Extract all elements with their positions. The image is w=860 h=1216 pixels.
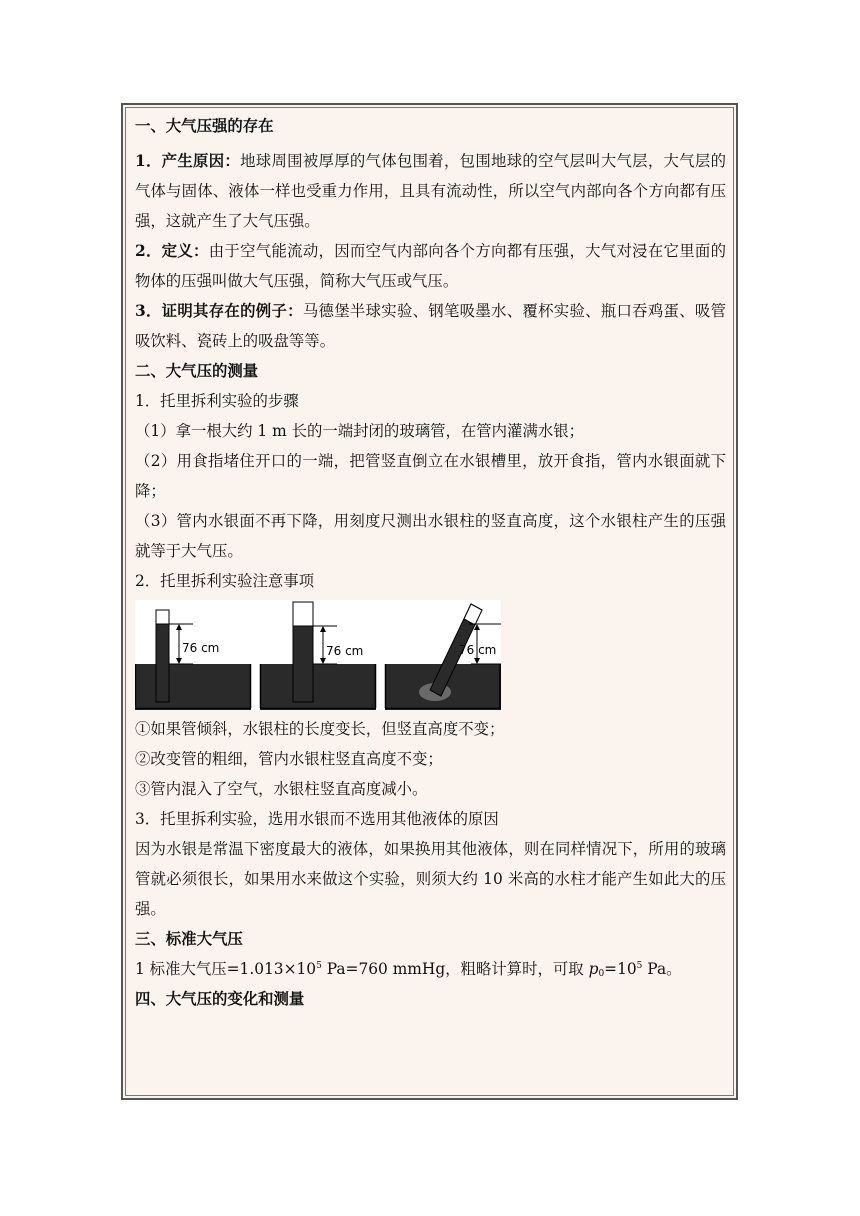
section-3-heading: 三、标准大气压 xyxy=(135,930,243,948)
definition-label: 2．定义： xyxy=(135,242,209,260)
section-2-heading: 二、大气压的测量 xyxy=(135,362,259,380)
mercury-reason-subheading: 3．托里拆利实验，选用水银而不选用其他液体的原因 xyxy=(135,810,499,828)
cause-label: 1．产生原因： xyxy=(135,152,241,170)
cause-paragraph xyxy=(135,146,726,236)
section-4-heading: 四、大气压的变化和测量 xyxy=(135,990,305,1008)
height-label-1: 76 cm xyxy=(182,641,220,655)
note-2: ②改变管的粗细，管内水银柱竖直高度不变； xyxy=(135,750,443,768)
section-1-heading: 一、大气压强的存在 xyxy=(135,117,274,135)
note-3: ③管内混入了空气，水银柱竖直高度减小。 xyxy=(135,780,428,798)
step-2: （2）用食指堵住开口的一端，把管竖直倒立在水银槽里，放开食指，管内水银面就下降； xyxy=(135,452,726,500)
definition-text: 由于空气能流动，因而空气内部向各个方向都有压强，大气对浸在它里面的物体的压强叫做大气压强，简称大气压或气压。 xyxy=(135,242,726,290)
content-box xyxy=(121,103,738,1100)
examples-paragraph xyxy=(135,296,726,356)
examples-text: 马德堡半球实验、钢笔吸墨水、覆杯实验、瓶口吞鸡蛋、吸管吸饮料、瓷砖上的吸盘等等。 xyxy=(135,302,726,350)
mercury-reason-text: 因为水银是常温下密度最大的液体，如果换用其他液体，则在同样情况下，所用的玻璃管就必须很长，如果用水来做这个实验，则须大约 10 米高的水柱才能产生如此大的压强。 xyxy=(135,840,726,918)
content-inner xyxy=(125,107,734,1096)
notes-subheading: 2．托里拆利实验注意事项 xyxy=(135,572,315,590)
step-1: （1）拿一根大约 1 m 长的一端封闭的玻璃管，在管内灌满水银； xyxy=(135,422,585,440)
step-3: （3）管内水银面不再下降，用刻度尺测出水银柱的竖直高度，这个水银柱产生的压强就等于大气压。 xyxy=(135,512,726,560)
height-label-2: 76 cm xyxy=(326,644,364,658)
height-label-3: 76 cm xyxy=(459,643,497,657)
definition-paragraph xyxy=(135,236,726,296)
cause-text: 地球周围被厚厚的气体包围着，包围地球的空气层叫大气层，大气层的气体与固体、液体一样也受重力作用，且具有流动性，所以空气内部向各个方向都有压强，这就产生了大气压强。 xyxy=(135,152,726,230)
torricelli-figure xyxy=(135,600,501,710)
steps-subheading: 1．托里拆利实验的步骤 xyxy=(135,392,299,410)
examples-label: 3．证明其存在的例子： xyxy=(135,302,303,320)
note-1: ①如果管倾斜，水银柱的长度变长，但竖直高度不变； xyxy=(135,720,505,738)
standard-pressure-formula: 1 标准大气压$=1.013\times 10^5$ Pa=760 mmHg，粗略计算时，可取 $p_0=10^5$ Pa。 xyxy=(135,960,682,979)
